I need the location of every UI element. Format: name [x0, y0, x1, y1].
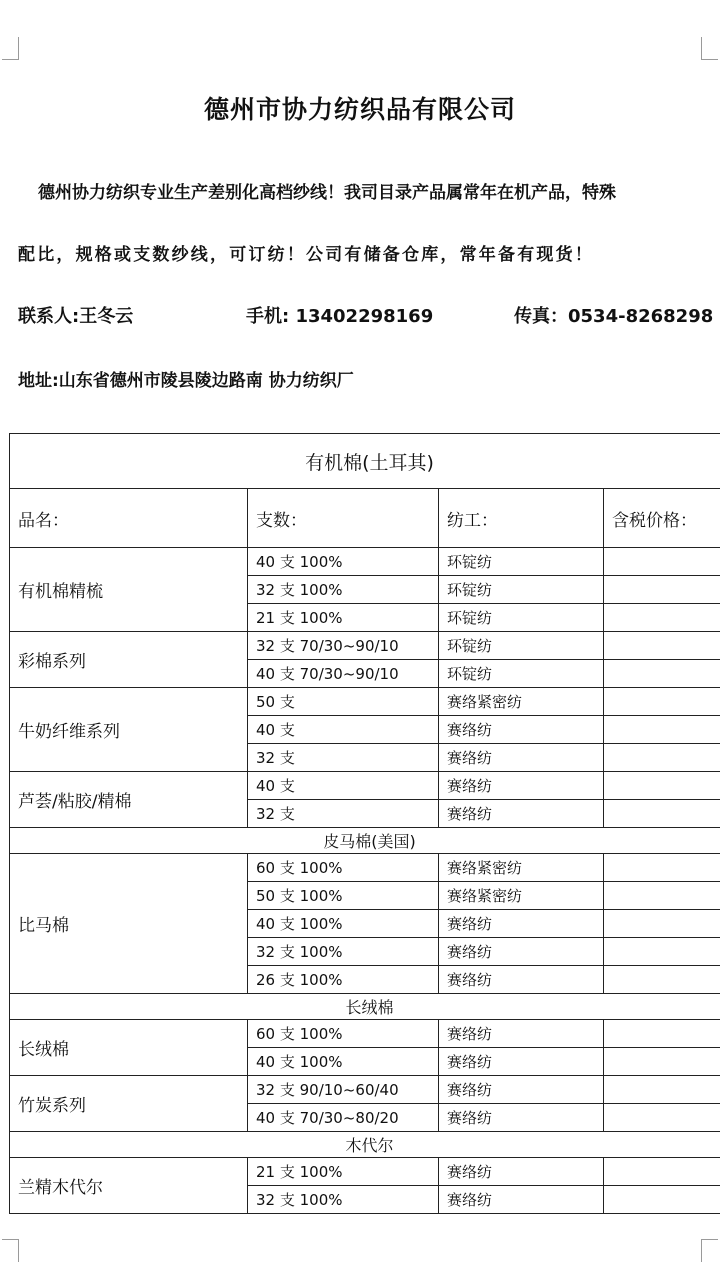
section-title: 皮马棉(美国) — [10, 828, 720, 854]
yarn-count: 60 支 100% — [248, 854, 439, 882]
price-cell — [604, 576, 720, 604]
price-cell — [604, 632, 720, 660]
yarn-count: 50 支 — [248, 688, 439, 716]
yarn-price-table — [9, 433, 720, 1214]
product-name: 彩棉系列 — [10, 632, 248, 688]
product-name: 竹炭系列 — [10, 1076, 248, 1132]
price-cell — [604, 1186, 720, 1214]
yarn-count: 40 支 — [248, 772, 439, 800]
price-cell — [604, 1104, 720, 1132]
yarn-count: 40 支 100% — [248, 910, 439, 938]
yarn-count: 32 支 90/10~60/40 — [248, 1076, 439, 1104]
product-name: 长绒棉 — [10, 1020, 248, 1076]
yarn-count: 32 支 100% — [248, 576, 439, 604]
company-title: 德州市协力纺织品有限公司 — [203, 95, 516, 124]
crop-mark-top-right — [701, 37, 718, 60]
spinning-process: 赛络纺 — [439, 1076, 604, 1104]
price-cell — [604, 548, 720, 576]
price-cell — [604, 660, 720, 688]
table-row — [10, 1158, 720, 1186]
spinning-process: 赛络纺 — [439, 1186, 604, 1214]
yarn-count: 40 支 100% — [248, 1048, 439, 1076]
spinning-process: 赛络纺 — [439, 716, 604, 744]
header-price: 含税价格： — [604, 489, 720, 548]
yarn-count: 26 支 100% — [248, 966, 439, 994]
product-name: 牛奶纤维系列 — [10, 688, 248, 772]
spinning-process: 环锭纺 — [439, 604, 604, 632]
yarn-count: 21 支 100% — [248, 1158, 439, 1186]
price-cell — [604, 716, 720, 744]
spinning-process: 赛络纺 — [439, 1020, 604, 1048]
product-name: 兰精木代尔 — [10, 1158, 248, 1214]
spinning-process: 赛络纺 — [439, 938, 604, 966]
spinning-process: 环锭纺 — [439, 632, 604, 660]
intro-line-1: 德州协力纺织专业生产差别化高档纱线！我司目录产品属常年在机产品，特殊 — [38, 183, 616, 203]
section-title: 长绒棉 — [10, 994, 720, 1020]
table-row — [10, 1020, 720, 1048]
price-cell — [604, 938, 720, 966]
yarn-count: 40 支 70/30~90/10 — [248, 660, 439, 688]
intro-line-2: 配比，规格或支数纱线，可订纺！公司有储备仓库，常年备有现货！ — [18, 245, 594, 265]
yarn-count: 32 支 — [248, 744, 439, 772]
spinning-process: 环锭纺 — [439, 576, 604, 604]
yarn-count: 40 支 70/30~80/20 — [248, 1104, 439, 1132]
table-row — [10, 1076, 720, 1104]
spinning-process: 赛络纺 — [439, 1048, 604, 1076]
spinning-process: 赛络纺 — [439, 966, 604, 994]
price-cell — [604, 688, 720, 716]
spinning-process: 赛络纺 — [439, 1104, 604, 1132]
spinning-process: 赛络紧密纺 — [439, 854, 604, 882]
spinning-process: 赛络纺 — [439, 744, 604, 772]
table-row — [10, 772, 720, 800]
section-title: 木代尔 — [10, 1132, 720, 1158]
price-cell — [604, 800, 720, 828]
price-cell — [604, 604, 720, 632]
price-cell — [604, 910, 720, 938]
price-cell — [604, 744, 720, 772]
yarn-count: 40 支 — [248, 716, 439, 744]
spinning-process: 赛络紧密纺 — [439, 882, 604, 910]
price-cell — [604, 1048, 720, 1076]
spinning-process: 赛络纺 — [439, 772, 604, 800]
price-cell — [604, 1020, 720, 1048]
crop-mark-bottom-left — [2, 1239, 19, 1262]
header-process: 纺工： — [439, 489, 604, 548]
spinning-process: 赛络纺 — [439, 910, 604, 938]
yarn-count: 50 支 100% — [248, 882, 439, 910]
yarn-count: 60 支 100% — [248, 1020, 439, 1048]
price-cell — [604, 882, 720, 910]
contact-address: 地址:山东省德州市陵县陵边路南 协力纺织厂 — [18, 371, 354, 391]
price-cell — [604, 854, 720, 882]
table-row — [10, 632, 720, 660]
yarn-count: 32 支 100% — [248, 938, 439, 966]
product-name: 芦荟/粘胶/精棉 — [10, 772, 248, 828]
table-row — [10, 854, 720, 882]
spinning-process: 赛络纺 — [439, 800, 604, 828]
crop-mark-bottom-right — [701, 1239, 718, 1262]
price-cell — [604, 1158, 720, 1186]
spinning-process: 环锭纺 — [439, 548, 604, 576]
spinning-process: 赛络纺 — [439, 1158, 604, 1186]
price-cell — [604, 772, 720, 800]
crop-mark-top-left — [2, 37, 19, 60]
yarn-count: 32 支 100% — [248, 1186, 439, 1214]
table-row — [10, 688, 720, 716]
header-product: 品名： — [10, 489, 248, 548]
contact-person: 联系人:王冬云 — [18, 306, 134, 327]
table-row — [10, 548, 720, 576]
yarn-count: 40 支 100% — [248, 548, 439, 576]
table-caption: 有机棉(土耳其) — [10, 434, 720, 489]
price-cell — [604, 966, 720, 994]
contact-phone: 手机: 13402298169 — [246, 306, 434, 327]
product-name: 有机棉精梳 — [10, 548, 248, 632]
yarn-count: 21 支 100% — [248, 604, 439, 632]
spinning-process: 赛络紧密纺 — [439, 688, 604, 716]
yarn-count: 32 支 — [248, 800, 439, 828]
product-name: 比马棉 — [10, 854, 248, 994]
spinning-process: 环锭纺 — [439, 660, 604, 688]
price-cell — [604, 1076, 720, 1104]
header-count: 支数： — [248, 489, 439, 548]
contact-fax: 传真：0534-8268298 — [514, 306, 714, 327]
yarn-count: 32 支 70/30~90/10 — [248, 632, 439, 660]
